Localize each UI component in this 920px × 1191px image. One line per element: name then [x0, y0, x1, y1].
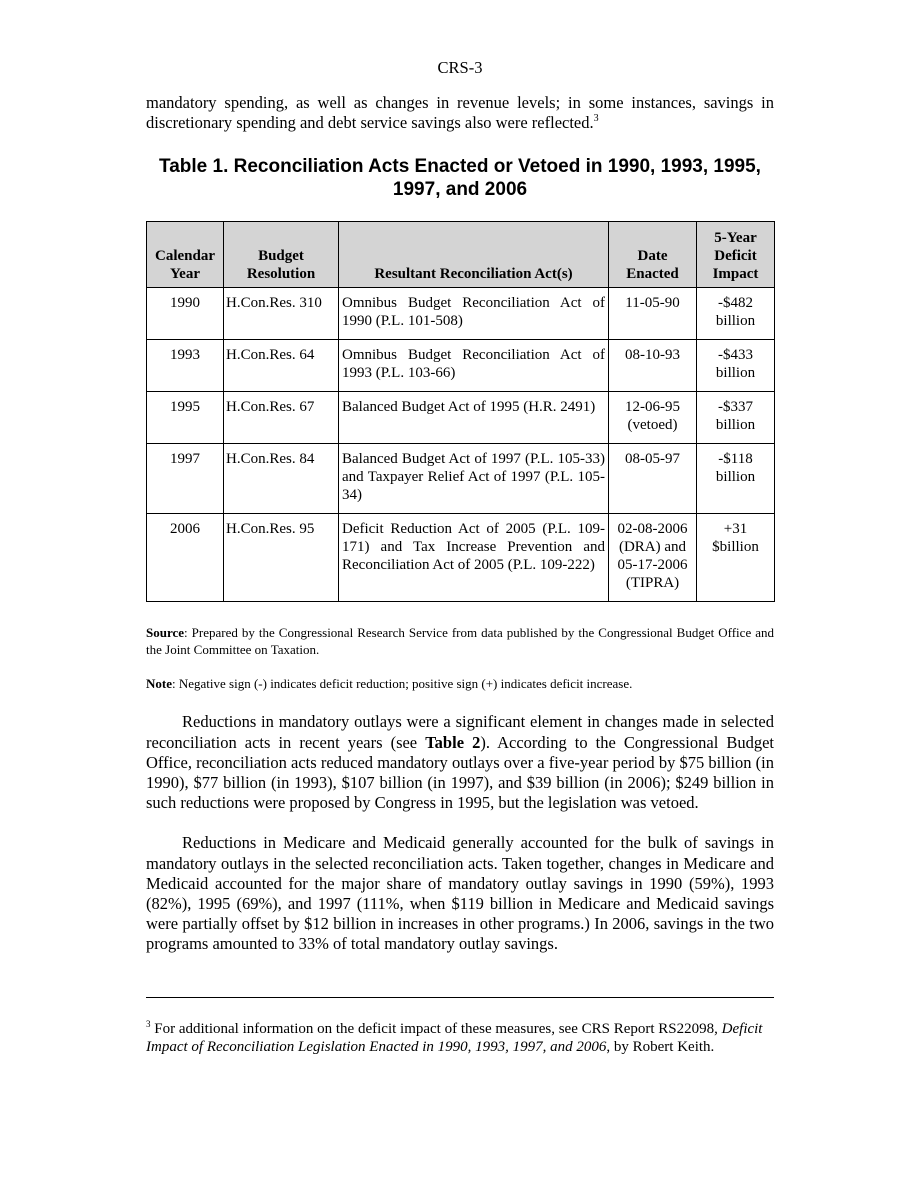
table-2-reference[interactable]: Table 2 [425, 732, 481, 752]
table-row [147, 514, 775, 602]
cell-date: 08-10-93 [609, 340, 697, 392]
table-row [147, 288, 775, 340]
table-source [146, 624, 774, 658]
cell-impact: +31 $billion [697, 514, 775, 602]
cell-acts: Balanced Budget Act of 1995 (H.R. 2491) [339, 392, 609, 444]
col-header-date: Date Enacted [609, 222, 697, 288]
cell-date: 11-05-90 [609, 288, 697, 340]
cell-impact: -$118 billion [697, 444, 775, 514]
footnote-divider [146, 997, 774, 998]
page-header: CRS-3 [437, 58, 483, 77]
footnote-ref[interactable]: 3 [593, 113, 599, 125]
p2-before: Reductions in mandatory outlays were a significant element in changes made in selected reconciliation acts in recent years (see [146, 712, 774, 752]
p2-after: ). According to the Congressional Budget Office, reconciliation acts reduced mandatory outlays over a five-year period by $75 billion (in 1990), $77 billion (in 1993), $107 billion (in 1997), and $39 billion (in 2006); $249 billion in such reductions were proposed by Congress in 1995, but the legislation was vetoed. [146, 732, 775, 813]
cell-year: 1993 [147, 340, 224, 392]
table-row [147, 444, 775, 514]
footnote-number: 3 [146, 1018, 151, 1029]
cell-impact: -$433 billion [697, 340, 775, 392]
cell-resolution: H.Con.Res. 310 [224, 288, 339, 340]
body-paragraph-medicare-medicaid: Reductions in Medicare and Medicaid generally accounted for the bulk of savings in mandatory outlays in the selected reconciliation acts. Taken together, changes in Medicare and Medicaid accounted for the major share of mandatory outlay savings in 1990 (59%), 1993 (82%), 1995 (69%), and 1997 (111%, when $119 billion in Medicare and Medicaid savings were partially offset by $12 billion in increases in other programs.) In 2006, savings in the two programs amounted to 33% of total mandatory outlay savings. [146, 833, 774, 954]
footnote [146, 1020, 774, 1057]
cell-date: 02-08-2006 (DRA) and 05-17-2006 (TIPRA) [609, 514, 697, 602]
cell-resolution: H.Con.Res. 95 [224, 514, 339, 602]
cell-acts: Omnibus Budget Reconciliation Act of 1990 (P.L. 101-508) [339, 288, 609, 340]
table-note [146, 675, 774, 692]
cell-acts: Omnibus Budget Reconciliation Act of 1993 (P.L. 103-66) [339, 340, 609, 392]
col-header-impact: 5-Year Deficit Impact [697, 222, 775, 288]
cell-acts: Deficit Reduction Act of 2005 (P.L. 109-171) and Tax Increase Prevention and Reconciliation Act of 2005 (P.L. 109-222) [339, 514, 609, 602]
cell-year: 2006 [147, 514, 224, 602]
cell-year: 1990 [147, 288, 224, 340]
intro-paragraph [146, 93, 774, 133]
footnote-after: , by Robert Keith. [606, 1039, 715, 1056]
note-text: : Negative sign (-) indicates deficit reduction; positive sign (+) indicates deficit increase. [172, 676, 633, 692]
body-paragraph-mandatory-outlays [146, 712, 774, 813]
cell-impact: -$482 billion [697, 288, 775, 340]
cell-date: 12-06-95 (vetoed) [609, 392, 697, 444]
cell-year: 1995 [147, 392, 224, 444]
footnote-report-title: Deficit Impact of Reconciliation Legislation Enacted in 1990, 1993, 1997, and 2006 [146, 1020, 763, 1056]
cell-year: 1997 [147, 444, 224, 514]
cell-date: 08-05-97 [609, 444, 697, 514]
table-title: Table 1. Reconciliation Acts Enacted or Vetoed in 1990, 1993, 1995, 1997, and 2006 [159, 156, 761, 201]
cell-resolution: H.Con.Res. 84 [224, 444, 339, 514]
col-header-year: Calendar Year [147, 222, 224, 288]
cell-impact: -$337 billion [697, 392, 775, 444]
table-row [147, 392, 775, 444]
source-label: Source [146, 625, 185, 641]
note-label: Note [146, 676, 172, 692]
reconciliation-acts-table [146, 221, 775, 602]
intro-text: mandatory spending, as well as changes in revenue levels; in some instances, savings in discretionary spending and debt service savings also were reflected. [146, 93, 774, 133]
cell-resolution: H.Con.Res. 67 [224, 392, 339, 444]
cell-resolution: H.Con.Res. 64 [224, 340, 339, 392]
footnote-before: For additional information on the deficit impact of these measures, see CRS Report RS22098, [150, 1020, 722, 1037]
source-text: : Prepared by the Congressional Research Service from data published by the Congressional Budget Office and the Joint Committee on Taxation. [146, 625, 774, 658]
col-header-acts: Resultant Reconciliation Act(s) [339, 222, 609, 288]
table-row [147, 340, 775, 392]
table-header-row [147, 222, 775, 288]
document-page [146, 0, 774, 1057]
cell-acts: Balanced Budget Act of 1997 (P.L. 105-33) and Taxpayer Relief Act of 1997 (P.L. 105-34) [339, 444, 609, 514]
col-header-resolution: Budget Resolution [224, 222, 339, 288]
